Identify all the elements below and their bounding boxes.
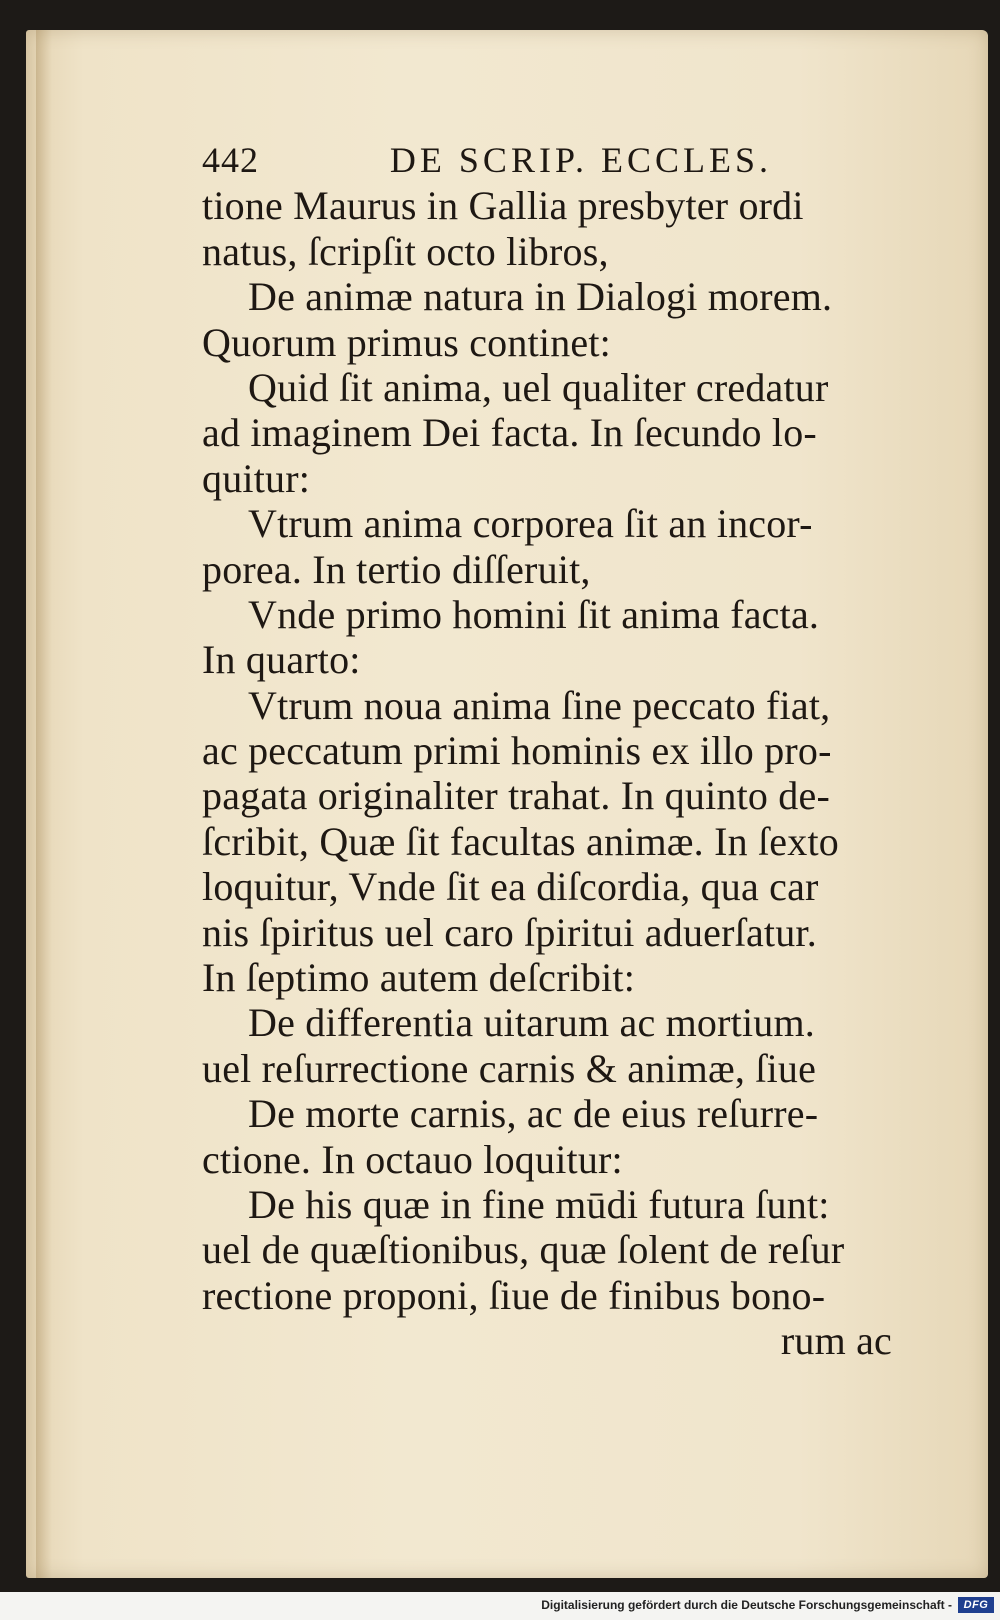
text-line: natus, ſcripſit octo libros, — [202, 228, 609, 274]
page-gutter — [36, 30, 52, 1578]
attribution-footer — [0, 1594, 1000, 1620]
running-header — [202, 138, 772, 183]
text-line: De his quæ in fine mūdi futura ſunt: — [248, 1182, 830, 1227]
text-line: ad imaginem Dei facta. In ſecundo lo- — [202, 410, 817, 456]
text-line: Quorum primus continet: — [202, 319, 611, 365]
text-line: ſcribit, Quæ ſit facultas animæ. In ſexto — [202, 818, 839, 864]
text-line: De morte carnis, ac de eius reſurre- — [248, 1091, 819, 1137]
text-line: ctione. In octauo loquitur: — [202, 1136, 623, 1182]
text-line: pagata originaliter trahat. In quinto de- — [202, 773, 830, 819]
text-line: uel reſurrectione carnis & animæ, ſiue — [202, 1045, 817, 1091]
text-line: uel de quæſtionibus, quæ ſolent de reſur — [202, 1227, 845, 1273]
text-line: loquitur, Vnde ſit ea diſcordia, qua car — [202, 864, 819, 910]
text-line: nis ſpiritus uel caro ſpiritui aduerſatur. — [202, 909, 817, 955]
text-line: quitur: — [202, 455, 311, 501]
page-number: 442 — [202, 140, 259, 180]
text-line: Vnde primo homini ſit anima facta. — [248, 591, 820, 637]
catchword: rum ac — [780, 1318, 892, 1364]
running-title: DE SCRIP. ECCLES. — [389, 140, 772, 180]
text-line: ac peccatum primi hominis ex illo pro- — [202, 728, 832, 774]
dfg-logo: DFG — [958, 1597, 994, 1613]
text-line: In ſeptimo autem deſcribit: — [202, 955, 636, 1001]
text-line: Vtrum noua anima ſine peccato fiat, — [248, 682, 831, 728]
text-line: In quarto: — [202, 637, 361, 683]
text-line: Vtrum anima corporea ſit an incor- — [248, 501, 813, 547]
funding-notice: Digitalisierung gefördert durch die Deutsche Forschungsgemeinschaft - — [541, 1598, 952, 1612]
text-line: porea. In tertio diſſeruit, — [202, 546, 591, 592]
page-text-block — [202, 138, 922, 1364]
text-line: tione Maurus in Gallia presbyter ordi — [202, 183, 804, 229]
text-line: De animæ natura in Dialogi morem. — [248, 274, 833, 320]
text-line: Quid ſit anima, uel qualiter credatur — [248, 364, 829, 410]
text-line: rectione proponi, ſiue de finibus bono- — [202, 1272, 826, 1318]
text-line: De differentia uitarum ac mortium. — [248, 1000, 815, 1046]
